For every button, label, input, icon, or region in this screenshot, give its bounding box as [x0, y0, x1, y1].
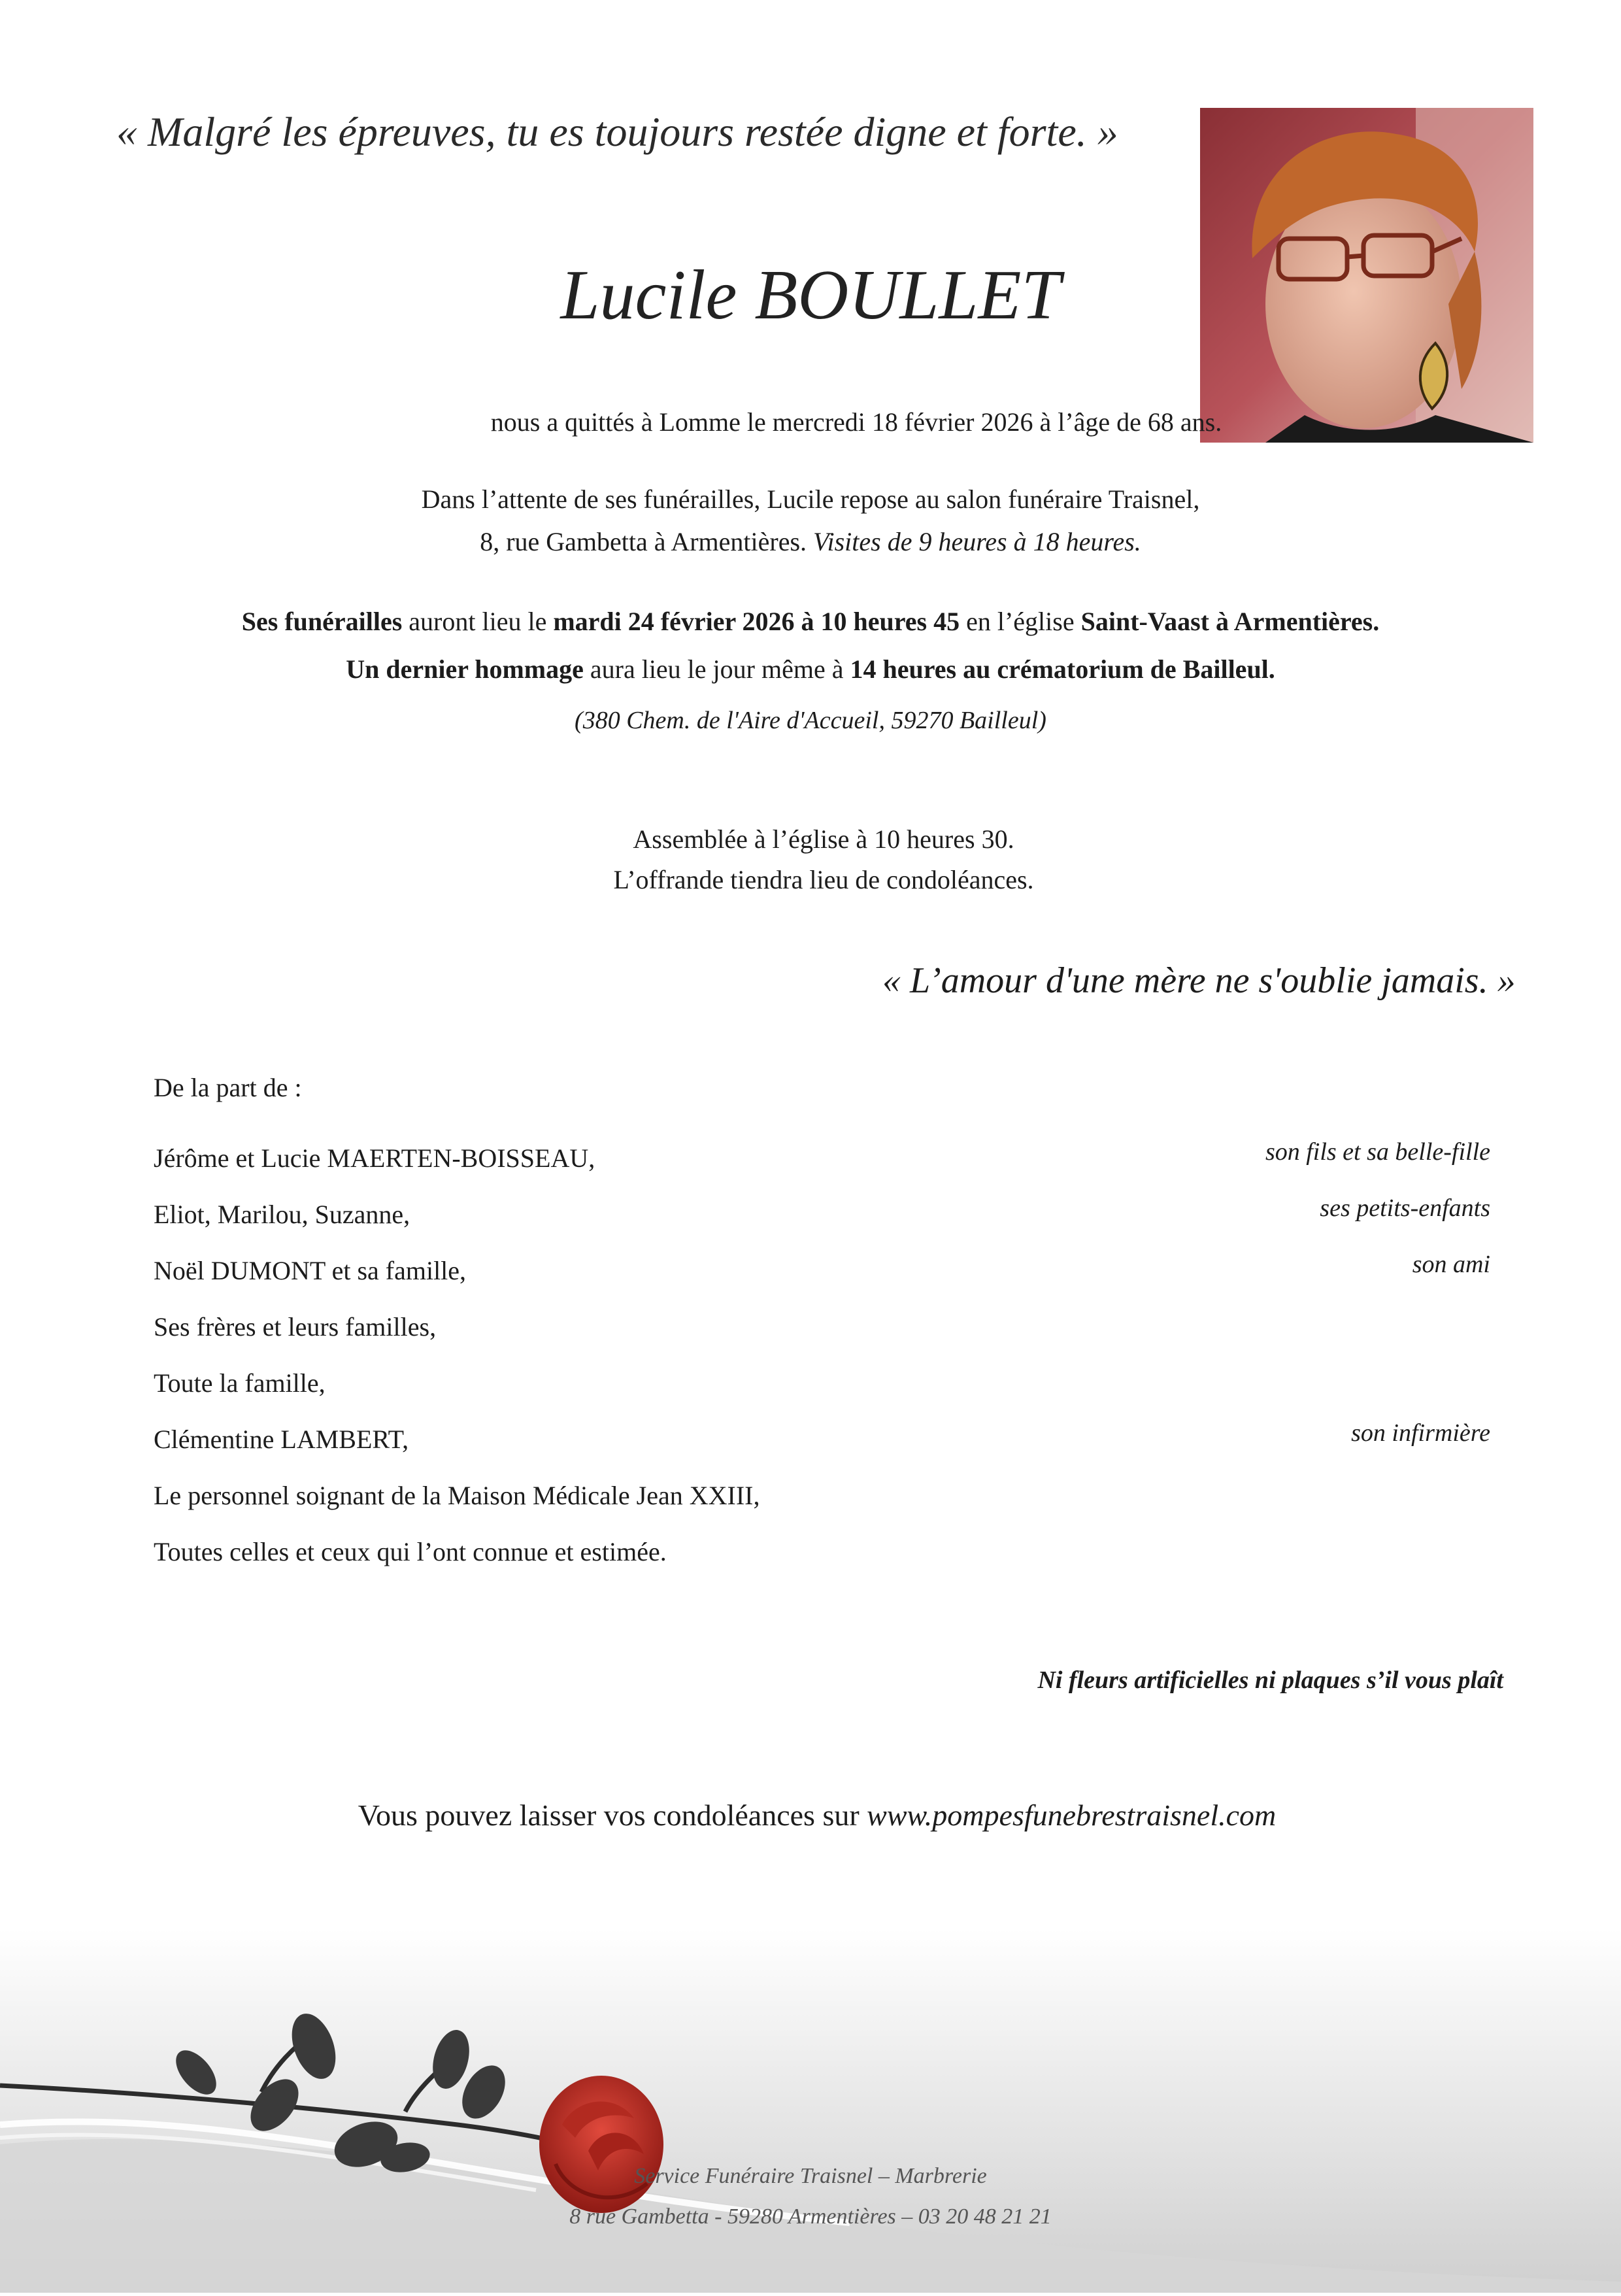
funeral-text-b: en l’église: [960, 607, 1081, 636]
family-name: Toutes celles et ceux qui l’ont connue et estimée.: [154, 1537, 667, 1566]
family-name: Le personnel soignant de la Maison Médicale Jean XXIII,: [154, 1481, 760, 1510]
family-relation: son ami: [1412, 1251, 1490, 1278]
mother-quote: « L’amour d'une mère ne s'oublie jamais. »: [882, 960, 1516, 1001]
condolences-text: Vous pouvez laisser vos condoléances sur: [358, 1798, 867, 1832]
family-relation: ses petits-enfants: [1320, 1194, 1490, 1222]
funeral-text-a: auront lieu le: [402, 607, 554, 636]
tribute-place: 14 heures au crématorium de Bailleul.: [850, 654, 1275, 684]
tribute-label: Un dernier hommage: [346, 654, 584, 684]
rose-on-beach-image: [0, 1929, 1621, 2293]
funeral-line: [0, 606, 1621, 637]
offering-line: L’offrande tiendra lieu de condoléances.: [613, 865, 1034, 894]
condolences-url: www.pompesfunebrestraisnel.com: [867, 1798, 1277, 1832]
family-name: Toute la famille,: [154, 1368, 326, 1398]
family-name: Jérôme et Lucie MAERTEN-BOISSEAU,: [154, 1143, 595, 1173]
funeral-church: Saint-Vaast à Armentières.: [1080, 607, 1380, 636]
rest-line-2: [0, 526, 1621, 557]
family-name: Ses frères et leurs familles,: [154, 1312, 437, 1342]
rest-address: 8, rue Gambetta à Armentières.: [480, 527, 807, 556]
tribute-text: aura lieu le jour même à: [583, 654, 850, 684]
top-quote: « Malgré les épreuves, tu es toujours restée digne et forte. »: [116, 109, 1118, 155]
crematorium-address: (380 Chem. de l'Aire d'Accueil, 59270 Bailleul): [575, 707, 1046, 734]
visiting-hours: Visites de 9 heures à 18 heures.: [813, 527, 1141, 556]
funeral-service-contact: 8 rue Gambetta - 59280 Armentières – 03 20 48 21 21: [569, 2204, 1052, 2229]
family-name: Eliot, Marilou, Suzanne,: [154, 1200, 410, 1229]
death-announcement: nous a quittés à Lomme le mercredi 18 février 2026 à l’âge de 68 ans.: [490, 407, 1222, 437]
portrait-photo: [1200, 108, 1533, 443]
no-flowers-notice: Ni fleurs artificielles ni plaques s’il vous plaît: [1037, 1666, 1503, 1694]
family-relation: son fils et sa belle-fille: [1265, 1138, 1490, 1166]
condolences-line: [0, 1798, 1621, 1832]
assembly-line: Assemblée à l’église à 10 heures 30.: [633, 824, 1014, 854]
funeral-label: Ses funérailles: [241, 607, 403, 636]
deceased-name: Lucile BOULLET: [560, 256, 1061, 334]
tribute-line: [0, 654, 1621, 684]
family-relation: son infirmière: [1351, 1419, 1490, 1447]
funeral-service-name: Service Funéraire Traisnel – Marbrerie: [634, 2164, 987, 2188]
rest-line-1: Dans l’attente de ses funérailles, Lucile repose au salon funéraire Traisnel,: [421, 484, 1200, 514]
family-name: Noël DUMONT et sa famille,: [154, 1256, 467, 1285]
family-name: Clémentine LAMBERT,: [154, 1425, 409, 1454]
funeral-date: mardi 24 février 2026 à 10 heures 45: [553, 607, 960, 636]
from-label: De la part de :: [154, 1073, 302, 1102]
